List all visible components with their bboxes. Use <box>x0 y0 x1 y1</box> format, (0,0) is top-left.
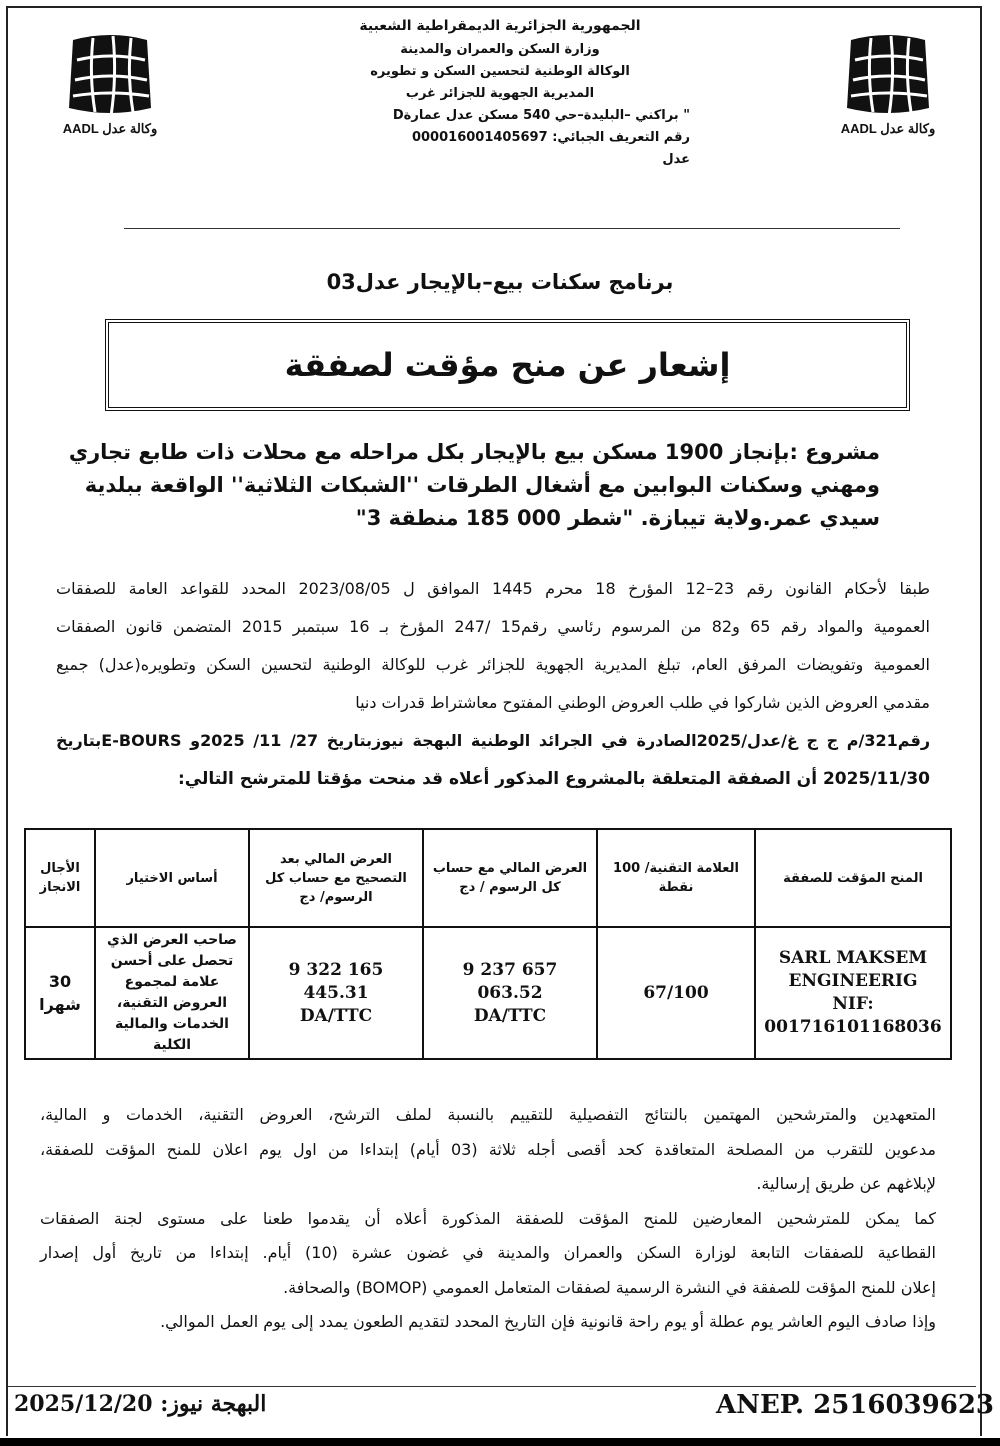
col-header-offer: العرض المالي مع حساب كل الرسوم / دج <box>423 829 597 927</box>
newspaper-date: البهجة نيوز: 2025/12/20 <box>14 1391 267 1417</box>
col-header-corrected-offer: العرض المالي بعد التصحيح مع حساب كل الرسوم/ دج <box>249 829 423 927</box>
agency-name: الوكالة الوطنية لتحسين السكن و تطويره <box>370 64 630 79</box>
closing-paragraphs <box>40 1098 936 1340</box>
company-nif: NIF: 001716101168036 <box>764 994 942 1037</box>
cell-tech-score: 67/100 <box>597 927 755 1059</box>
offer-amount: 9 237 657 063.52 <box>462 959 558 1003</box>
corrected-unit: DA/TTC <box>299 1005 373 1026</box>
closing-line: المتعهدين والمترشحين المهتمين بالنتائج التفصيلية للتقييم بالنسبة لملف الترشح، العروض التقنية، الخدمات و المالية، <box>40 1105 936 1124</box>
project-line: مشروع :بإنجاز 1900 مسكن بيع بالإيجار بكل مراحله مع محلات ذات طابع تجاري <box>68 440 880 464</box>
aadl-logo-icon <box>67 32 153 120</box>
closing-line: مدعوين للتقرب من المصلحة المتعاقدة كحد أقصى أجله ثلاثة (03 أيام) إبتداءا من اول يوم اعلان للمنح المؤقت للصفقة، <box>40 1139 936 1159</box>
col-header-basis: أساس الاختيار <box>95 829 249 927</box>
nif-label: رقم التعريف الجبائي: <box>552 130 690 145</box>
paragraph-line: العمومية وتفويضات المرفق العام، تبلغ المديرية الجهوية للجزائر غرب للوكالة الوطنية لتحسين السكن وتطويره(عدل) جميع <box>56 655 930 674</box>
program-title: برنامج سكنات بيع–بالإيجار عدل03 <box>326 270 674 294</box>
paragraph-line: طبقا لأحكام القانون رقم 23–12 المؤرخ 18 محرم 1445 الموافق ل 2023/08/05 المحدد للقواعد العامة للصفقات <box>56 579 931 598</box>
col-header-delay: الأجال الانجاز <box>25 829 95 927</box>
offer-unit: DA/TTC <box>473 1005 547 1026</box>
notice-title: إشعار عن منح مؤقت لصفقة <box>284 346 731 384</box>
closing-line: كما يمكن للمترشحين المعارضين للمنح المؤقت للصفقة المذكورة أعلاه أن يقدموا طعنا على مستوى لجنة الصفقات <box>40 1208 936 1228</box>
project-description <box>60 436 880 535</box>
table-header-row <box>25 829 951 927</box>
logo-caption: AADL وكالة عدل <box>840 121 936 136</box>
table-row <box>25 927 951 1059</box>
aadl-logo-right <box>828 32 948 137</box>
directorate-name: المديرية الجهوية للجزائر غرب <box>405 86 595 101</box>
col-header-tech-score: العلامة التقنية/ 100 نقطة <box>597 829 755 927</box>
cell-delay: 30 شهرا <box>25 927 95 1059</box>
notice-title-box <box>105 319 910 411</box>
aadl-logo-left <box>50 32 170 137</box>
award-table <box>24 828 952 1060</box>
nif-value: 000016001405697 <box>411 130 548 145</box>
closing-line: لإبلاغهم عن طريق إرسالية. <box>756 1174 936 1193</box>
address-block <box>310 105 690 171</box>
legal-paragraph <box>56 570 930 798</box>
paragraph-line: العمومية والمواد رقم 65 و82 من المرسوم رئاسي رقم15 /247 المؤرخ بـ 16 سبتمبر 2015 المتضمن قانون الصفقات <box>56 617 931 636</box>
corrected-amount: 9 322 165 445.31 <box>288 959 384 1003</box>
ministry-name: وزارة السكن والعمران والمدينة <box>400 42 600 57</box>
short-name: عدل <box>662 152 690 167</box>
paragraph-line-date: 2025/11/30 أن الصفقة المتعلقة بالمشروع المذكور أعلاه قد منحت مؤقتا للمترشح التالي: <box>177 769 930 789</box>
closing-line: إعلان للمنح المؤقت للصفقة في النشرة الرسمية لصفقات المتعامل العمومي (BOMOP) والصحافة. <box>283 1277 936 1297</box>
col-header-award: المنح المؤقت للصفقة <box>755 829 951 927</box>
footer-divider <box>8 1386 976 1387</box>
closing-line: وإذا صادف اليوم العاشر يوم عطلة أو يوم راحة قانونية فإن التاريخ المحدد لتقديم الطعون يمدد إلى يوم العمل الموالي. <box>160 1312 936 1331</box>
company-name: SARL MAKSEM <box>778 948 928 968</box>
project-line: ومهني وسكنات البوابين مع أشغال الطرقات ''الشبكات الثلاثية'' الواقعة ببلدية <box>84 473 880 497</box>
nif-line <box>310 127 690 149</box>
cell-offer <box>423 927 597 1059</box>
header-divider <box>124 228 900 229</box>
paragraph-line-reference: رقم321/م ج ج غ/عدل/2025الصادرة في الجرائد الوطنية البهجة نيوزبتاريخ 27/ 11/ 2025و E-BOURSبتاريخ <box>56 731 931 750</box>
company-name-2: ENGINEERIG <box>788 971 918 991</box>
republic-name: الجمهورية الجزائرية الديمقراطية الشعبية <box>359 18 641 34</box>
project-line: سيدي عمر.ولاية تيبازة. "شطر 000 185 منطقة 3" <box>355 506 880 530</box>
paragraph-line: مقدمي العروض الذين شاركوا في طلب العروض الوطني المفتوح معاشتراط قدرات دنيا <box>355 693 930 712</box>
closing-line: القطاعية للصفقات التابعة لوزارة السكن والعمران والمدينة في غضون عشرة (10) أيام. إبتداءا من تاريخ أول إصدار <box>40 1243 937 1262</box>
bottom-bar <box>0 1438 1000 1446</box>
cell-company <box>755 927 951 1059</box>
letterhead <box>200 14 800 171</box>
logo-caption: AADL وكالة عدل <box>62 121 158 136</box>
cell-basis: صاحب العرض الذي تحصل على أحسن علامة لمجموع العروض التقنية، الخدمات والمالية الكلية <box>95 927 249 1059</box>
cell-corrected-offer <box>249 927 423 1059</box>
address-line: " براكني –البليدة–حي 540 مسكن عدل عمارةD <box>392 108 690 123</box>
aadl-logo-icon <box>845 32 931 120</box>
anep-reference: ANEP. 2516039623 <box>716 1390 995 1420</box>
